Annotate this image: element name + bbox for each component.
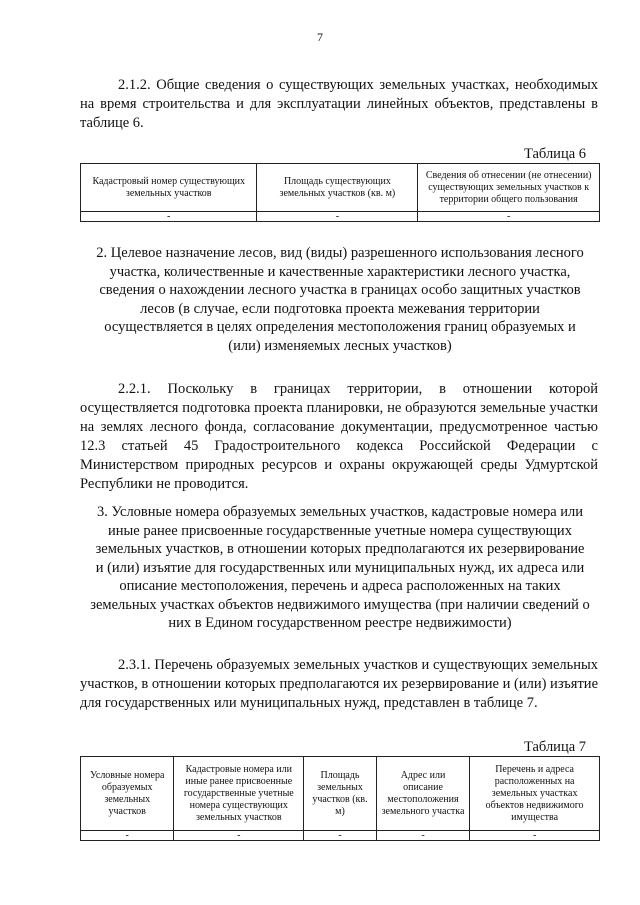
- table-6: [80, 163, 600, 222]
- paragraph-2-3-1: [80, 656, 598, 713]
- table-6-cell: -: [257, 212, 418, 222]
- table-6-header-public-use: Сведения об отнесении (не отнесении) существующих земельных участков к территории общего пользования: [418, 164, 600, 212]
- paragraph-2-2-1-text: 2.2.1. Поскольку в границах территории, в отношении которой осуществляется подготовка проекта планировки, не образуются земельные участки на землях лесного фонда, согласование документации, предусмотренное частью 12.3 статьей 45 Градостроительного кодекса Российской Федерации с Министерством природных ресурсов и охраны окружающей среды Удмуртской Республики не проводится.: [80, 381, 598, 492]
- table-7-cell: -: [304, 831, 377, 841]
- table-row: [81, 212, 600, 222]
- table-7-cell: -: [376, 831, 469, 841]
- table-7-header-conditional-numbers: Условные номера образуемых земельных участков: [81, 757, 174, 831]
- table-6-caption: Таблица 6: [524, 146, 587, 162]
- paragraph-2-3-1-text: 2.3.1. Перечень образуемых земельных участков и существующих земельных участков, в отношении которых предполагаются их резервирование и (или) изъятие для государственных или муниципальных нужд, представлен в таблице 7.: [80, 657, 598, 711]
- table-7-cell: -: [81, 831, 174, 841]
- table-6-header-row: [81, 164, 600, 212]
- section-2-heading: 2. Целевое назначение лесов, вид (виды) разрешенного использования лесного участка, количественные и качественные характеристики лесного участка, сведения о нахождении лесного участка в границах особо защитных участков лесов (в случае, если подготовка проекта межевания территории осуществляется в целях определения местоположения границ образуемых и (или) изменяемых лесных участков): [96, 245, 584, 354]
- table-7-cell: -: [470, 831, 600, 841]
- page-number: 7: [317, 30, 323, 44]
- paragraph-2-1-2-text: 2.1.2. Общие сведения о существующих земельных участках, необходимых на время строительства и для эксплуатации линейных объектов, представлены в таблице 6.: [80, 77, 598, 131]
- table-6-header-cadastral: Кадастровый номер существующих земельных участков: [81, 164, 257, 212]
- table-6-cell: -: [418, 212, 600, 222]
- table-7: [80, 756, 600, 841]
- table-7-header-area: Площадь земельных участков (кв. м): [304, 757, 377, 831]
- table-7-header-address: Адрес или описание местоположения земельного участка: [376, 757, 469, 831]
- section-3-heading: 3. Условные номера образуемых земельных участков, кадастровые номера или иные ранее присвоенные государственные учетные номера существующих земельных участков, в отношении которых предполагаются их резервирование и (или) изъятие для государственных или муниципальных нужд, их адреса или описание местоположения, перечень и адреса расположенных на таких земельных участках объектов недвижимого имущества (при наличии сведений о них в Едином государственном реестре недвижимости): [90, 504, 590, 631]
- table-row: [81, 831, 600, 841]
- table-7-header-row: [81, 757, 600, 831]
- table-6-cell: -: [81, 212, 257, 222]
- paragraph-2-2-1: [80, 380, 598, 494]
- table-7-header-cadastral-numbers: Кадастровые номера или иные ранее присвоенные государственные учетные номера существующих земельных участков: [174, 757, 304, 831]
- table-7-caption: Таблица 7: [524, 739, 587, 755]
- table-7-cell: -: [174, 831, 304, 841]
- paragraph-2-1-2: [80, 76, 598, 133]
- table-6-header-area: Площадь существующих земельных участков (кв. м): [257, 164, 418, 212]
- table-7-header-real-estate-objects: Перечень и адреса расположенных на земельных участках объектов недвижимого имущества: [470, 757, 600, 831]
